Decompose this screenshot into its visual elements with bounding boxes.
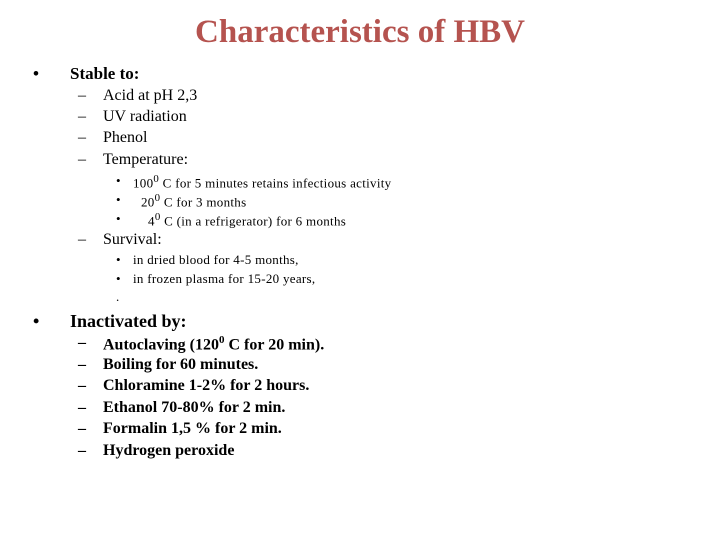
temperature-text: C for 5 minutes retains infectious activity	[159, 175, 392, 191]
dash-icon: –	[78, 151, 86, 168]
degree-superscript: 0	[219, 334, 225, 346]
dash-icon: –	[78, 377, 86, 394]
dash-icon: –	[78, 108, 86, 125]
dash-icon: –	[78, 334, 86, 351]
dash-icon: –	[78, 442, 86, 459]
slide-title: Characteristics of HBV	[195, 14, 525, 50]
inactivated-item-label: C for 20 min).	[224, 336, 325, 354]
stable-item-label: Temperature:	[103, 151, 189, 168]
bullet-dot-icon: •	[33, 311, 40, 331]
degree-superscript: 0	[154, 192, 161, 204]
dash-icon: –	[78, 87, 86, 104]
temperature-value: 20	[141, 194, 155, 210]
temperature-text: C for 3 months	[160, 194, 247, 210]
dash-icon: –	[78, 356, 86, 373]
inactivated-item-label: Hydrogen peroxide	[103, 442, 235, 459]
dash-icon: –	[78, 231, 86, 248]
dash-icon: –	[78, 420, 86, 437]
temperature-text: C (in a refrigerator) for 6 months	[160, 213, 347, 229]
survival-label: Survival:	[103, 231, 162, 248]
temperature-value: 4	[148, 213, 155, 229]
bullet-dot-icon: •	[116, 173, 121, 188]
inactivated-item-label: Ethanol 70-80% for 2 min.	[103, 399, 286, 416]
bullet-dot-icon: •	[116, 271, 121, 286]
inactivated-item-label: Chloramine 1-2% for 2 hours.	[103, 377, 310, 394]
degree-superscript: 0	[154, 211, 161, 223]
survival-text: in dried blood for 4-5 months,	[133, 252, 299, 267]
stable-item-label: Phenol	[103, 129, 148, 146]
dash-icon: –	[78, 129, 86, 146]
bullet-dot-icon: •	[116, 252, 121, 267]
trailing-dot: .	[116, 289, 120, 304]
degree-superscript: 0	[153, 173, 160, 185]
inactivated-item-label: Boiling for 60 minutes.	[103, 356, 259, 373]
inactivated-heading: Inactivated by:	[70, 311, 187, 331]
bullet-dot-icon: •	[33, 64, 39, 83]
inactivated-item-label: Formalin 1,5 % for 2 min.	[103, 420, 282, 437]
stable-heading: Stable to:	[70, 64, 140, 83]
inactivated-item-label: Autoclaving (120	[103, 336, 219, 354]
bullet-dot-icon: •	[116, 192, 121, 207]
bullet-dot-icon: •	[116, 211, 121, 226]
dash-icon: –	[78, 399, 86, 416]
survival-text: in frozen plasma for 15-20 years,	[133, 271, 316, 286]
stable-item-label: UV radiation	[103, 108, 187, 125]
temperature-value: 100	[133, 175, 154, 191]
stable-item-label: Acid at pH 2,3	[103, 87, 198, 104]
